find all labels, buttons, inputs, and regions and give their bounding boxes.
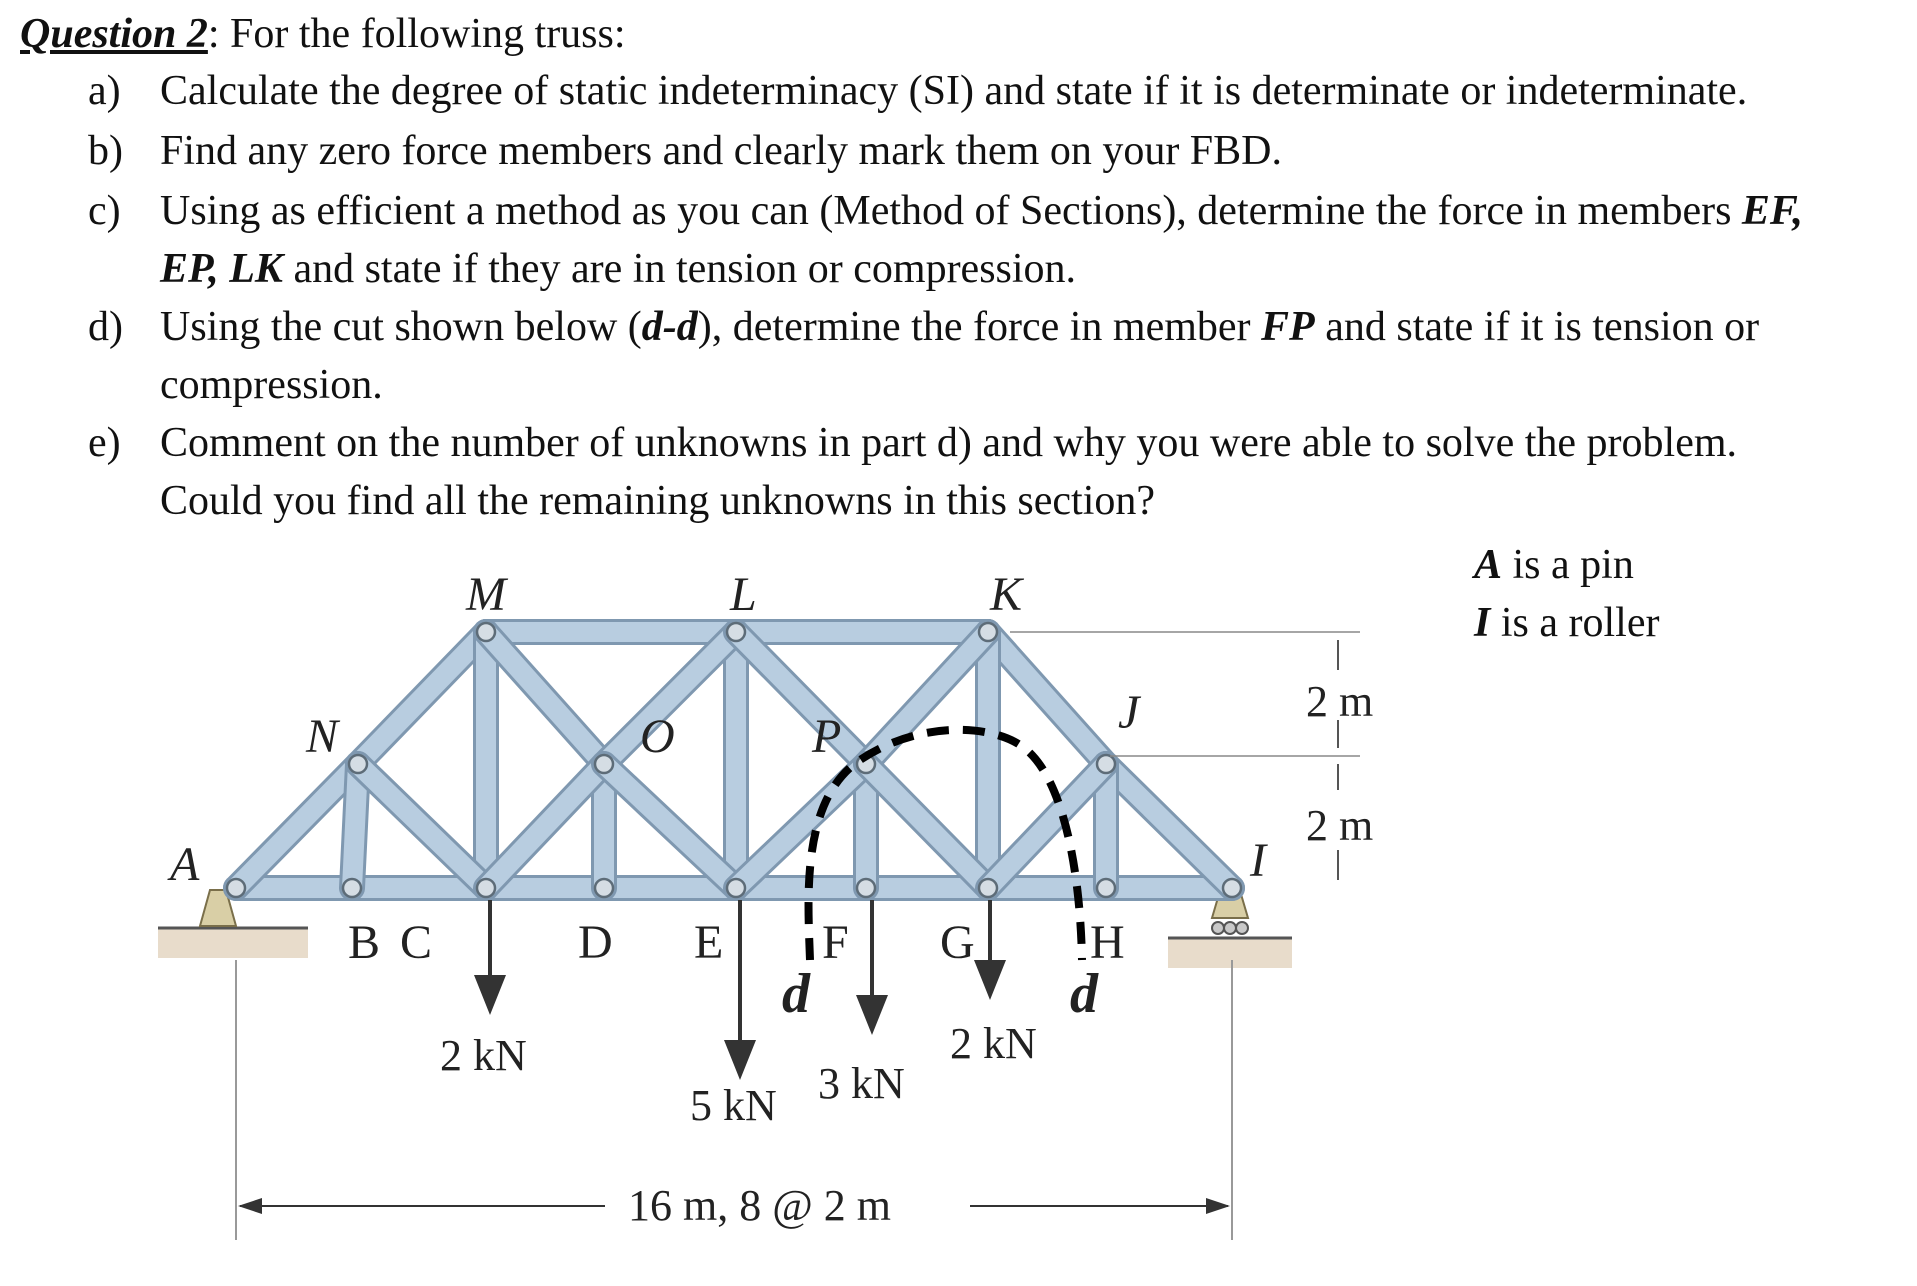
roller-wheel-1 [1212,922,1224,934]
joint-pin-c [477,879,495,897]
label-joint-a: A [170,838,200,891]
question-intro: : For the following truss: [207,11,626,57]
member-nm [358,632,486,764]
joint-pin-d [595,879,613,897]
ground-right [1168,938,1292,968]
note-roller-joint: I [1474,600,1491,646]
label-joint-c: C [400,916,433,969]
load-label-e: 5 kN [690,1081,777,1130]
label-joint-b: B [348,916,381,969]
member-an [236,764,358,888]
part-b-text: Find any zero force members and clearly mark them on your FBD. [160,128,1283,174]
note-pin-text: is a pin [1502,542,1634,588]
part-d-text-1: Using the cut shown below ( [160,304,642,350]
joint-pin-n [349,755,367,773]
joint-pin-i [1223,879,1241,897]
part-c-label: c) [88,188,121,234]
member-pk [866,632,988,764]
load-label-c: 2 kN [440,1031,527,1080]
cut-label-right: d [1070,963,1098,1025]
label-joint-i: I [1250,834,1266,887]
part-d-text-3: and state if it is tension or [1314,304,1760,350]
member-lp [736,632,866,764]
truss-members [236,632,1232,888]
joint-pin-j [1097,755,1115,773]
part-e-line2: Could you find all the remaining unknowns in this section? [160,478,1156,524]
note-roller-text: is a roller [1490,600,1660,646]
roller-wheel-3 [1236,922,1248,934]
label-joint-h: H [1090,916,1125,969]
member-gj [988,764,1106,888]
part-c-members-2: EP, LK [160,246,283,292]
part-e-line1: Comment on the number of unknowns in part d) and why you were able to solve the problem. [160,420,1738,466]
member-mo [486,632,604,764]
label-joint-j: J [1118,686,1140,739]
joint-pin-k [979,623,997,641]
member-co [486,764,604,888]
label-joint-l: L [730,568,757,621]
label-joint-g: G [940,916,975,969]
load-arrow-f-head [856,995,888,1035]
load-arrow-e-head [724,1040,756,1080]
part-e-label: e) [88,420,121,466]
part-d-label: d) [88,304,123,350]
dim-span-label: 16 m, 8 @ 2 m [628,1181,891,1230]
note-pin-joint: A [1474,542,1503,588]
part-c-members-1: EF, [1741,188,1804,234]
label-joint-n: N [306,710,339,763]
joint-pin-a [227,879,245,897]
joint-pin-m [477,623,495,641]
part-a-text: Calculate the degree of static indeterminacy (SI) and state if it is determinate or indeterminate. [160,68,1748,114]
cut-label-left: d [782,963,810,1025]
part-d-member: FP [1261,304,1315,350]
label-joint-e: E [694,916,724,969]
joint-pin-e [727,879,745,897]
dim-height-top: 2 m [1306,677,1374,726]
label-joint-m: M [466,568,506,621]
roller-wheel-2 [1224,922,1236,934]
part-c-line2-text: and state if they are in tension or compression. [282,246,1077,292]
member-ji [1106,764,1232,888]
member-pg [866,764,988,888]
load-label-g: 2 kN [950,1019,1037,1068]
question-label: Question 2 [20,11,208,57]
member-nb [352,764,358,888]
load-arrow-g-head [974,960,1006,1000]
part-d-text-2: ), determine the force in member [697,304,1262,350]
label-joint-k: K [990,568,1023,621]
load-arrow-c-head [474,975,506,1015]
member-nc [358,764,486,888]
member-kj [988,632,1106,764]
load-label-f: 3 kN [818,1059,905,1108]
part-c-line1-text: Using as efficient a method as you can (Method of Sections), determine the force in members [160,188,1742,234]
joint-pin-o [595,755,613,773]
joint-pin-b [343,879,361,897]
member-oe [604,764,736,888]
joint-pin-h [1097,879,1115,897]
label-joint-d: D [578,916,613,969]
joint-pin-f [857,879,875,897]
part-a-label: a) [88,68,121,114]
label-joint-o: O [640,710,675,763]
label-joint-p: P [812,710,842,763]
part-b-label: b) [88,128,123,174]
member-ep [736,764,866,888]
joint-pin-l [727,623,745,641]
label-joint-f: F [822,916,849,969]
dim-height-bottom: 2 m [1306,801,1374,850]
joint-pin-g [979,879,997,897]
ground-left [158,928,308,958]
part-d-line2: compression. [160,362,383,408]
part-d-cut-name: d-d [641,304,698,350]
